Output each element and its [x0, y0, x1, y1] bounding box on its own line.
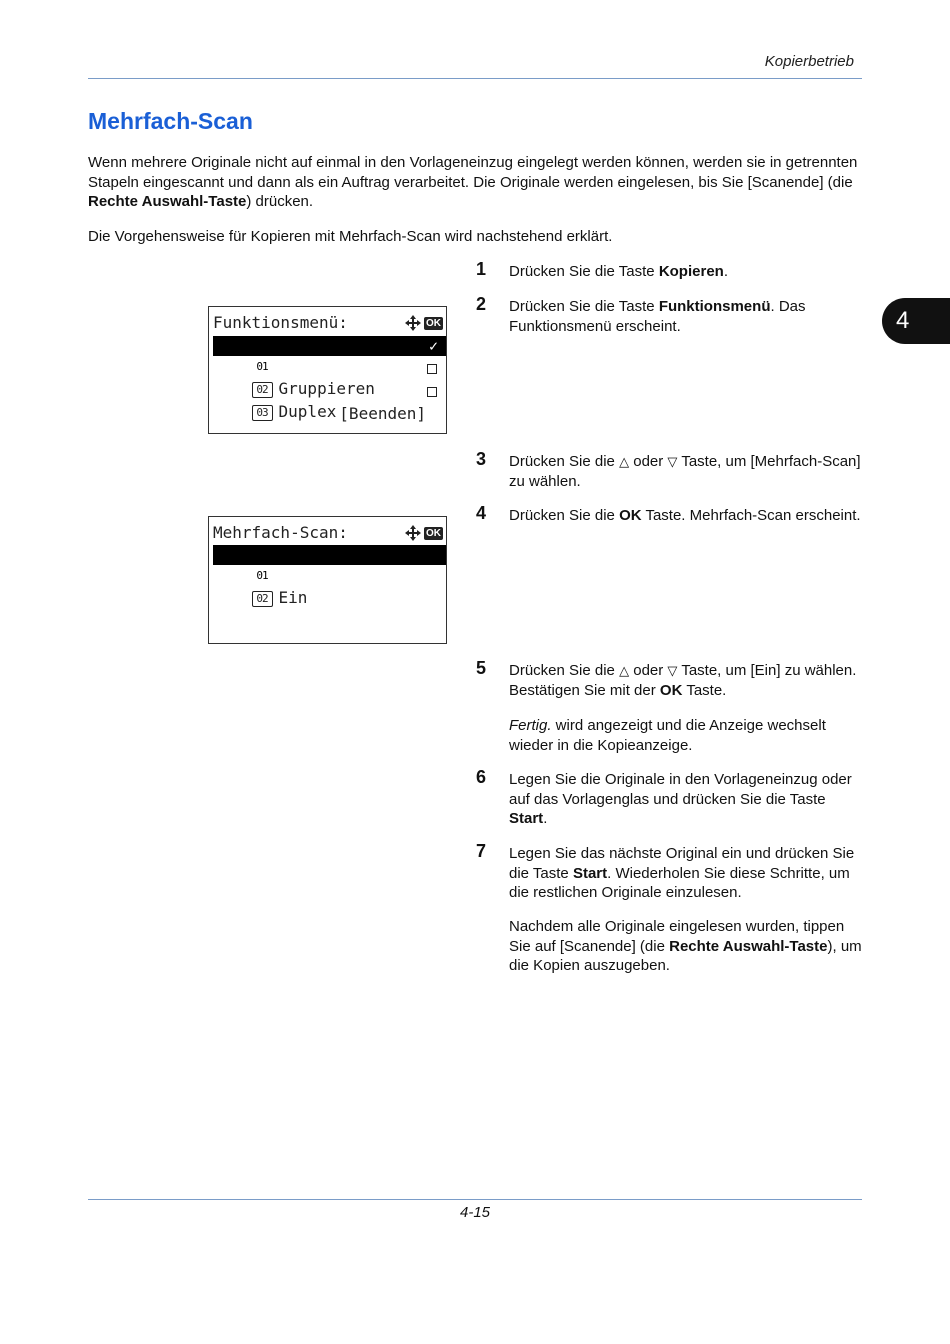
down-arrow-icon: ▽: [667, 663, 678, 678]
lcd-title: Mehrfach-Scan:: [213, 523, 348, 542]
lcd-item-duplex: 03 Duplex: [213, 382, 446, 402]
lcd-item-aus: 01 *Aus: [213, 545, 446, 565]
lcd-item-ein: 02 Ein: [213, 568, 446, 588]
page-number: 4-15: [460, 1204, 491, 1221]
ok-icon: OK: [426, 317, 441, 329]
lcd-title: Funktionsmenü:: [213, 313, 348, 332]
up-arrow-icon: △: [619, 454, 630, 469]
lcd-item-papierauswahl: 01 Papierauswahl ✓: [213, 336, 446, 356]
four-way-arrow-icon: [404, 315, 422, 331]
lcd-nav-icons: [404, 315, 443, 331]
lcd-multi-scan: [208, 516, 447, 644]
checkbox-icon: [427, 364, 437, 374]
check-icon: ✓: [428, 337, 438, 355]
chapter-number: 4: [896, 307, 910, 334]
footer-rule: [88, 1199, 862, 1200]
intro-paragraph-1: Wenn mehrere Originale nicht auf einmal in den Vorlageneinzug eingelegt werden können, werden sie in getrennten Stapeln eingescannt und dann als ein Auftrag verarbeitet. Die Originale werden eingelesen, bis Sie [Scanende] (die Rechte Auswahl-Taste) drücken.: [88, 154, 858, 210]
four-way-arrow-icon: [404, 525, 422, 541]
up-arrow-icon: △: [619, 663, 630, 678]
lcd-function-menu: [208, 306, 447, 434]
ok-icon: OK: [426, 527, 441, 539]
lcd-nav-icons: [404, 525, 443, 541]
header-rule: [88, 78, 862, 79]
lcd-item-gruppieren: 02 Gruppieren: [213, 359, 446, 379]
step-5-note: Fertig. wird angezeigt und die Anzeige wechselt wieder in die Kopieanzeige.: [509, 717, 826, 754]
down-arrow-icon: ▽: [667, 454, 678, 469]
header-section-title: Kopierbetrieb: [764, 53, 854, 70]
lcd-end-softkey: [Beenden]: [339, 404, 426, 423]
checkbox-icon: [427, 387, 437, 397]
chapter-tab: [882, 298, 950, 344]
intro-paragraph-2: Die Vorgehensweise für Kopieren mit Mehrfach-Scan wird nachstehend erklärt.: [88, 228, 613, 245]
step-7-note: Nachdem alle Originale eingelesen wurden, tippen Sie auf [Scanende] (die Rechte Auswahl-Taste), um die Kopien auszugeben.: [509, 918, 862, 974]
page-title: Mehrfach-Scan: [88, 108, 253, 134]
